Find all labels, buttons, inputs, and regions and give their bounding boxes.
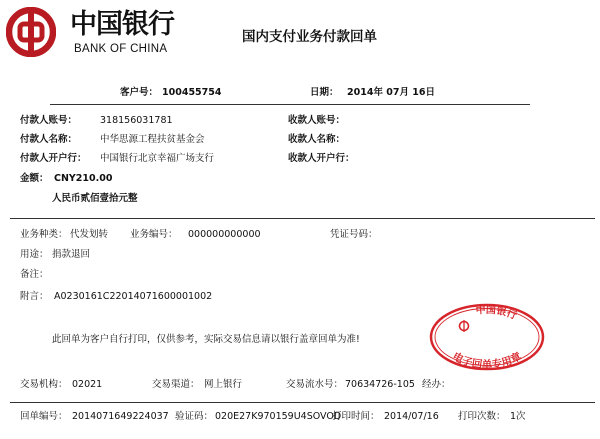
trans-channel-value: 网上银行 [204,379,243,390]
receipt-no-label: 回单编号： [20,411,68,422]
payer-bank-label: 付款人开户行： [20,153,87,164]
trans-serial-value: 70634726-105 [345,379,415,390]
usage-value: 捐款退回 [52,249,91,260]
payer-account-label: 付款人账号： [20,115,78,126]
trans-channel-label: 交易渠道： [152,379,200,390]
bank-of-china-logo-icon [6,7,56,57]
print-count-value: 1次 [510,411,526,422]
verify-code-value: 020E27K970159U4SOVOD [215,411,342,422]
verify-code-label: 验证码： [175,411,214,422]
payer-account-value: 318156031781 [100,115,173,126]
electronic-receipt-seal-icon [428,302,546,372]
trans-org-label: 交易机构： [20,379,68,390]
payer-name-value: 中华思源工程扶贫基金会 [100,134,205,145]
business-type-label: 业务种类： [20,229,68,240]
stamp-top-text: 中国银行 [475,304,519,323]
business-no-value: 000000000000 [188,229,261,240]
disclaimer-notice: 此回单为客户自行打印，仅供参考，实际交易信息请以银行盖章回单为准! [52,334,360,345]
payee-name-label: 收款人名称： [288,134,346,145]
date-label: 日期： [310,87,339,98]
bank-name-en: BANK OF CHINA [74,43,168,55]
customer-no-value: 100455754 [162,87,222,98]
voucher-no-label: 凭证号码： [330,229,378,240]
stamp-bottom-text: 电子回单专用章 [450,350,524,371]
receipt-no-value: 20140716492240‌37 [72,411,169,422]
header-divider [50,104,530,105]
print-count-label: 打印次数： [458,411,506,422]
print-time-label: 打印时间： [332,411,380,422]
postscript-label: 附言： [20,291,49,302]
customer-no-label: 客户号： [120,87,159,98]
usage-label: 用途： [20,249,49,260]
date-value: 2014年 07月 16日 [347,87,435,98]
amount-in-words: 人民币贰佰壹拾元整 [52,193,138,204]
print-time-value: 2014/07/16 [384,411,439,422]
footer-divider [10,402,595,403]
trans-org-value: 02021 [72,379,103,390]
payee-account-label: 收款人账号： [288,115,346,126]
handler-label: 经办： [422,379,451,390]
payee-bank-label: 收款人开户行： [288,153,355,164]
business-no-label: 业务编号： [130,229,178,240]
business-type-value: 代发划转 [70,229,109,240]
document-title: 国内支付业务付款回单 [242,29,377,45]
trans-serial-label: 交易流水号： [286,379,344,390]
amount-divider [10,218,595,219]
svg-text:电子回单专用章 [451,349,524,371]
remark-label: 备注： [20,269,49,280]
payer-name-label: 付款人名称： [20,134,78,145]
amount-label: 金额： [20,173,49,184]
payer-bank-value: 中国银行北京幸福广场支行 [100,153,215,164]
bank-name-cn: 中国银行 [70,9,174,40]
postscript-value: A0230161C22014071600001002 [54,291,213,302]
amount-value: CNY210.00 [54,173,113,184]
